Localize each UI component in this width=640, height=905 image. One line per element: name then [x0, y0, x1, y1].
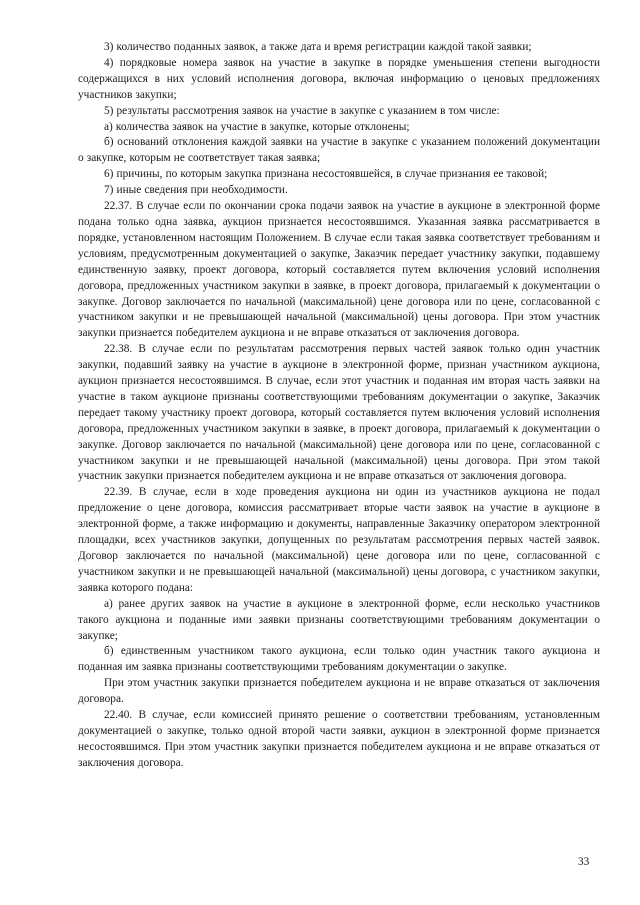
paragraph: 22.38. В случае если по результатам рассмотрения первых частей заявок только один участник закупки, подавший заявку на участие в аукционе в электронной форме, признан участником аукциона, аукцион признается несостоявшимся. В случае, если этот участник и поданная им вторая часть заявки на участие в таком аукционе признаны соответствующими требованиям документации о закупке, Заказчик передает такому участнику проект договора, который составляется путем включения условий исполнения договора, предложенных участником закупки в заявке, в проект договора, прилагаемый к документации о закупке. Договор заключается по начальной (максимальной) цене договора или по цене, согласованной с участником закупки и не превышающей начальной (максимальной) цены договора. При этом такой участник закупки признается победителем аукциона и не вправе отказаться от заключения договора. — [78, 343, 600, 483]
paragraph: б) оснований отклонения каждой заявки на участие в закупке с указанием положений документации о закупке, которым не соответствует такая заявка; — [78, 136, 600, 165]
paragraph: 7) иные сведения при необходимости. — [104, 184, 288, 197]
document-body — [78, 40, 600, 772]
paragraph: 6) причины, по которым закупка признана несостоявшейся, в случае признания ее таковой; — [104, 168, 548, 181]
paragraph: а) ранее других заявок на участие в аукционе в электронной форме, если несколько участников такого аукциона и поданные ими заявки признаны соответствующими требованиям документации о закупке; — [78, 597, 600, 642]
paragraph: а) количества заявок на участие в закупке, которые отклонены; — [104, 120, 410, 133]
paragraph: 5) результаты рассмотрения заявок на участие в закупке с указанием в том числе: — [104, 104, 500, 117]
paragraph: 22.40. В случае, если комиссией принято решение о соответствии требованиям, установленным документацией о закупке, только одной второй части заявки, аукцион в электронной форме признается несостоявшимся. При этом участник закупки признается победителем аукциона и не вправе отказаться от заключения договора. — [78, 709, 600, 769]
paragraph: 22.39. В случае, если в ходе проведения аукциона ни один из участников аукциона не подал предложение о цене договора, комиссия рассматривает вторые части заявок на участие в аукционе в электронной форме, а также информацию и документы, направленные Заказчику оператором электронной площадки, всех участников закупки, допущенных по результатам рассмотрения первых частей заявок. Договор заключается по начальной (максимальной) цене договора или по цене, согласованной с участником закупки и не превышающей начальной (максимальной) цены договора, с участником закупки, заявка которого подана: — [78, 486, 600, 594]
paragraph: б) единственным участником такого аукциона, если только один участник такого аукциона и поданная им заявка признаны соответствующими требованиям документации о закупке. — [78, 645, 600, 674]
paragraph: 4) порядковые номера заявок на участие в закупке в порядке уменьшения степени выгодности содержащихся в них условий исполнения договора, включая информацию о ценовых предложениях участников закупки; — [78, 56, 600, 101]
page-number: 33 — [578, 856, 590, 868]
paragraph: 22.37. В случае если по окончании срока подачи заявок на участие в аукционе в электронной форме подана только одна заявка, аукцион признается несостоявшимся. Указанная заявка рассматривается в порядке, установленном настоящим Положением. В случае если такая заявка соответствует требованиям и условиям, предусмотренным документацией о закупке, Заказчик передает участнику закупки, подавшему единственную заявку, проект договора, который составляется путем включения условий исполнения договора, предложенных участником закупки в заявке, в проект договора, прилагаемый к документации о закупке. Договор заключается по начальной (максимальной) цене договора или по цене, согласованной с участником закупки и не превышающей начальной (максимальной) цены договора. При этом участник закупки признается победителем аукциона и не вправе отказаться от заключения договора. — [78, 200, 600, 340]
paragraph: При этом участник закупки признается победителем аукциона и не вправе отказаться от заключения договора. — [78, 677, 600, 706]
paragraph: 3) количество поданных заявок, а также дата и время регистрации каждой такой заявки; — [104, 41, 532, 53]
